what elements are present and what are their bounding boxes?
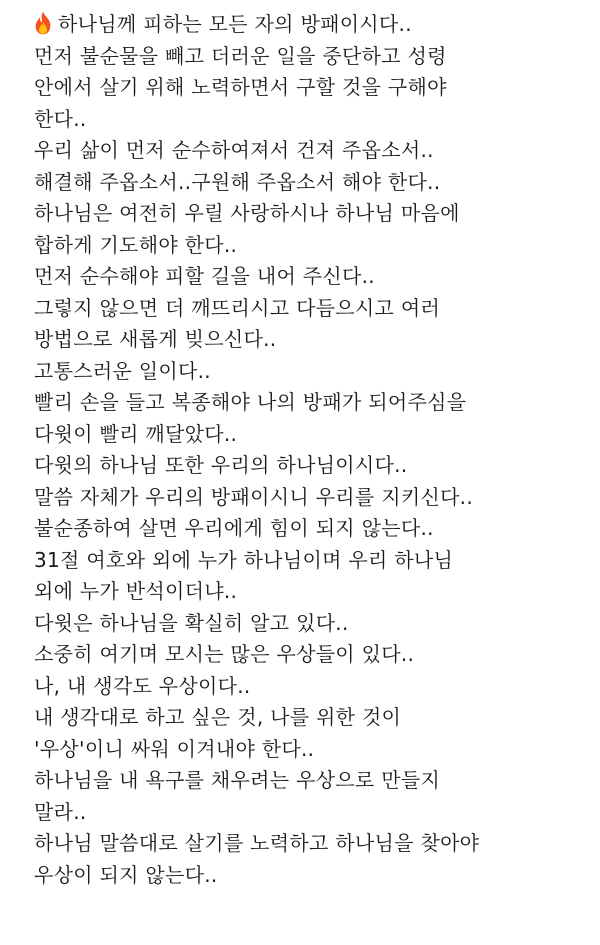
- note-line: 그렇지 않으면 더 깨뜨리시고 다듬으시고 여러: [34, 295, 441, 320]
- note-line: 먼저 순수해야 피할 길을 내어 주신다..: [34, 264, 375, 288]
- note-line: 나, 내 생각도 우상이다..: [34, 673, 251, 698]
- note-line: 다윗이 빨리 깨달았다..: [34, 421, 238, 446]
- note-line: '우상'이니 싸워 이겨내야 한다..: [34, 736, 315, 761]
- note-line: 고통스러운 일이다..: [34, 358, 211, 383]
- note-line: 합하게 기도해야 한다..: [34, 232, 238, 257]
- note-line: 하나님 말씀대로 살기를 노력하고 하나님을 찾아야: [34, 831, 480, 855]
- note-line: 해결해 주옵소서..구원해 주옵소서 해야 한다..: [34, 169, 441, 194]
- note-line: 한다..: [34, 106, 87, 131]
- note-line: 하나님은 여전히 우릴 사랑하시나 하나님 마음에: [34, 201, 460, 225]
- note-line: 안에서 살기 위해 노력하면서 구할 것을 구해야: [34, 75, 447, 99]
- fire-icon: [30, 10, 56, 36]
- note-line: 31절 여호와 외에 누가 하나님이며 우리 하나님: [34, 547, 454, 572]
- note-line: 소중히 여기며 모시는 많은 우상들이 있다..: [34, 642, 415, 666]
- note-line: 다윗의 하나님 또한 우리의 하나님이시다..: [34, 453, 408, 477]
- note-title-line: [30, 9, 590, 41]
- note-line: 하나님을 내 욕구를 채우려는 우상으로 만들지: [34, 768, 441, 792]
- note-line: 먼저 불순물을 빼고 더러운 일을 중단하고 성령: [34, 43, 447, 68]
- note-line: 불순종하여 살면 우리에게 힘이 되지 않는다..: [34, 516, 434, 540]
- note-line: 다윗은 하나님을 확실히 알고 있다..: [34, 610, 349, 635]
- note-line: 외에 누가 반석이더냐..: [34, 579, 238, 603]
- note-line: 말씀 자체가 우리의 방패이시니 우리를 지키신다..: [34, 484, 474, 509]
- note-text: [34, 9, 594, 891]
- note-line: 우상이 되지 않는다..: [34, 862, 218, 887]
- note-line: 빨리 손을 들고 복종해야 나의 방패가 되어주심을: [34, 390, 467, 414]
- note-line: 내 생각대로 하고 싶은 것, 나를 위한 것이: [34, 705, 402, 729]
- note-line: 우리 삶이 먼저 순수하여져서 건져 주옵소서..: [34, 138, 434, 162]
- note-line: 말라..: [34, 799, 87, 824]
- note-line: 방법으로 새롭게 빚으신다..: [34, 327, 277, 351]
- note-title: 하나님께 피하는 모든 자의 방패이시다..: [58, 12, 412, 36]
